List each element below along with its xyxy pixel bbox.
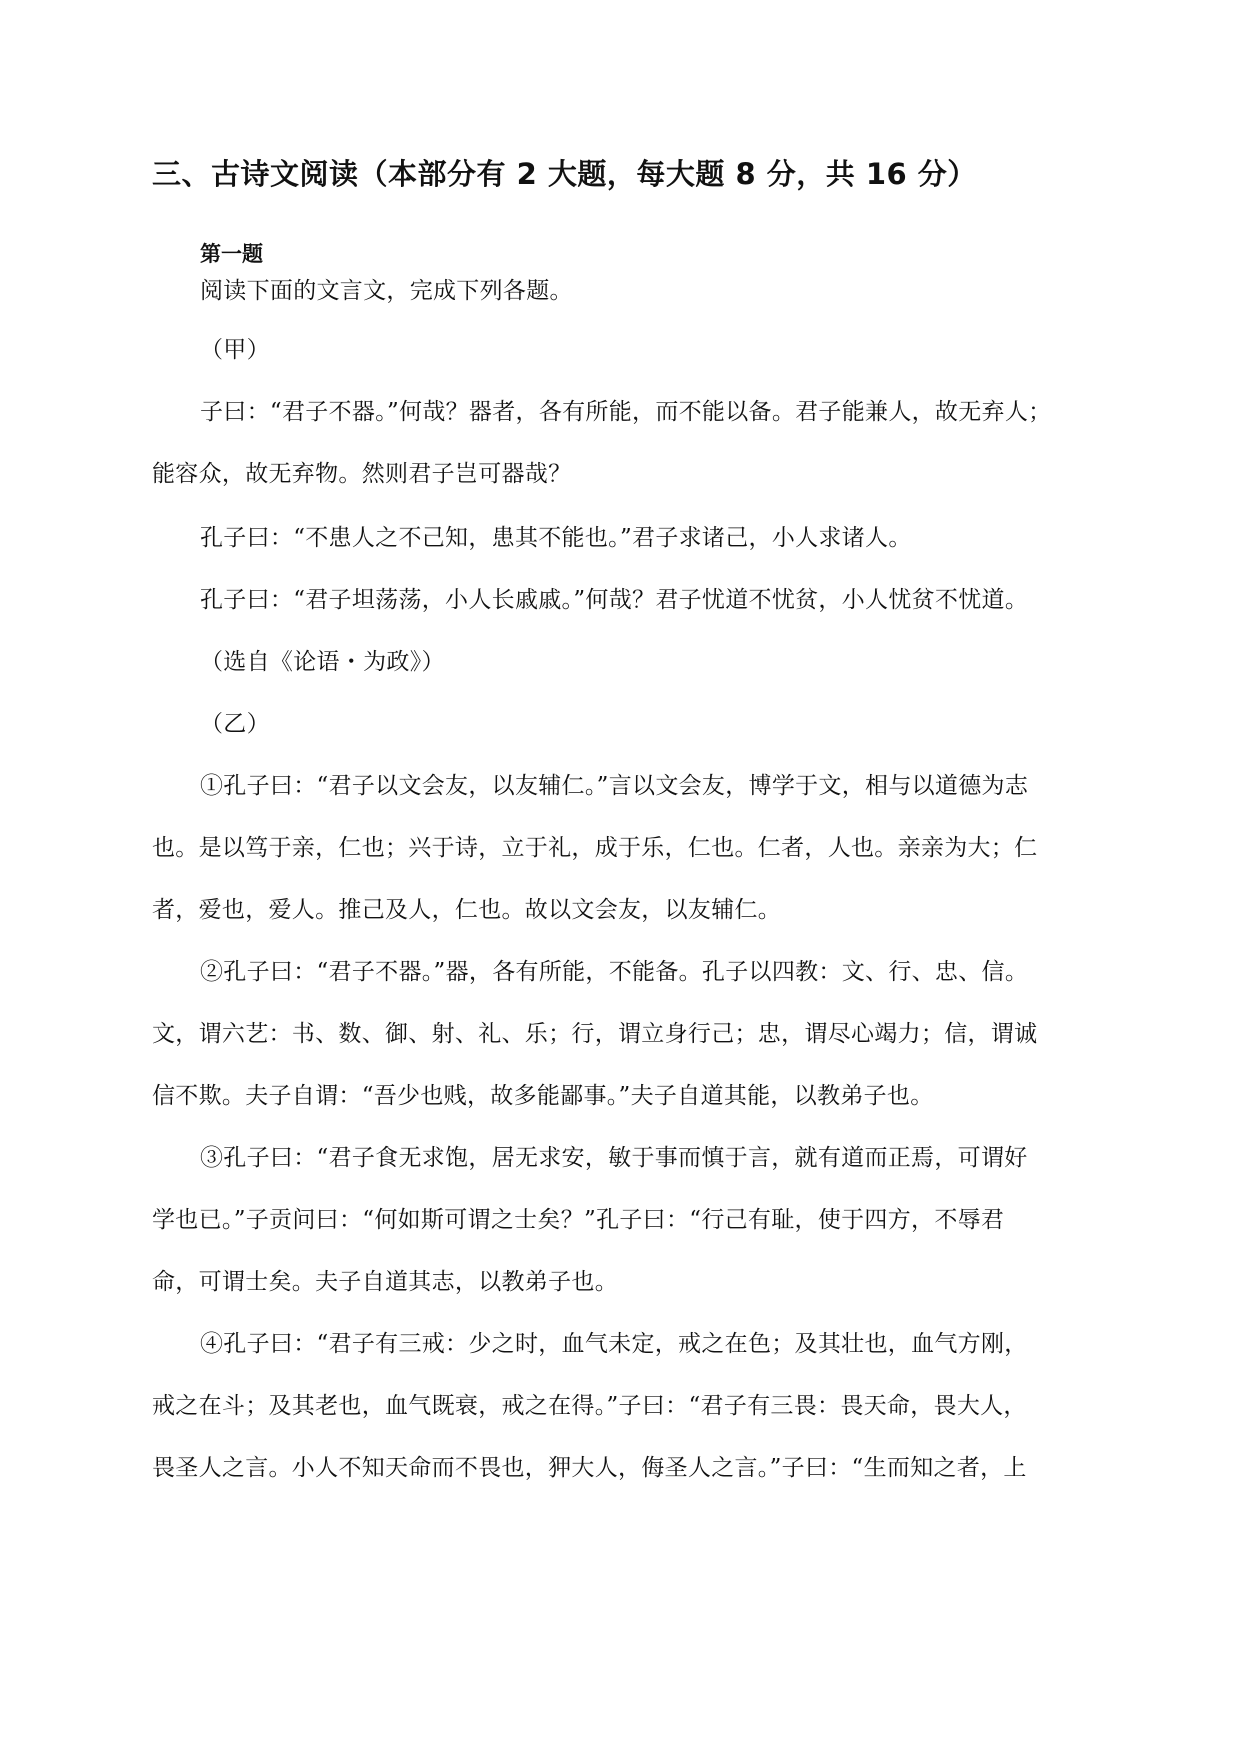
passage-b-line: ③孔子曰：“君子食无求饱，居无求安，敏于事而慎于言，就有道而正焉，可谓好	[200, 1145, 1028, 1171]
passage-b-line: 命，可谓士矣。夫子自道其志，以教弟子也。	[152, 1269, 618, 1295]
passage-b-line: ②孔子曰：“君子不器。”器，各有所能，不能备。孔子以四教：文、行、忠、信。	[200, 959, 1029, 985]
passage-b-line: 者，爱也，爱人。推己及人，仁也。故以文会友，以友辅仁。	[152, 897, 782, 923]
passage-b-line: 畏圣人之言。小人不知天命而不畏也，狎大人，侮圣人之言。”子曰：“生而知之者，上	[152, 1455, 1027, 1481]
passage-b-label: （乙）	[200, 711, 270, 737]
question-label: 第一题	[200, 242, 263, 266]
passage-b-line: ④孔子曰：“君子有三戒：少之时，血气未定，戒之在色；及其壮也，血气方刚，	[200, 1331, 1028, 1357]
passage-a-source: （选自《论语・为政》）	[200, 649, 445, 675]
passage-a-line: 子曰：“君子不器。”何哉？器者，各有所能，而不能以备。君子能兼人，故无弃人；	[200, 399, 1052, 425]
passage-b-line: ①孔子曰：“君子以文会友，以友辅仁。”言以文会友，博学于文，相与以道德为志	[200, 773, 1029, 799]
passage-b-line: 戒之在斗；及其老也，血气既衰，戒之在得。”子曰：“君子有三畏：畏天命，畏大人，	[152, 1393, 1027, 1419]
passage-a-label: （甲）	[200, 337, 270, 363]
section-title: 三、古诗文阅读（本部分有 2 大题，每大题 8 分，共 16 分）	[152, 157, 977, 191]
passage-a-line: 孔子曰：“不患人之不己知，患其不能也。”君子求诸己，小人求诸人。	[200, 525, 912, 551]
passage-b-line: 也。是以笃于亲，仁也；兴于诗，立于礼，成于乐，仁也。仁者，人也。亲亲为大；仁	[152, 835, 1038, 861]
passage-a-line: 能容众，故无弃物。然则君子岂可器哉？	[152, 461, 572, 487]
passage-b-line: 文，谓六艺：书、数、御、射、礼、乐；行，谓立身行己；忠，谓尽心竭力；信，谓诚	[152, 1021, 1038, 1047]
instruction-text: 阅读下面的文言文，完成下列各题。	[200, 278, 573, 304]
passage-a-line: 孔子曰：“君子坦荡荡，小人长戚戚。”何哉？君子忧道不忧贫，小人忧贫不忧道。	[200, 587, 1029, 613]
passage-b-line: 信不欺。夫子自谓：“吾少也贱，故多能鄙事。”夫子自道其能，以教弟子也。	[152, 1083, 934, 1109]
passage-b-line: 学也已。”子贡问曰：“何如斯可谓之士矣？”孔子曰：“行己有耻，使于四方，不辱君	[152, 1207, 1005, 1233]
